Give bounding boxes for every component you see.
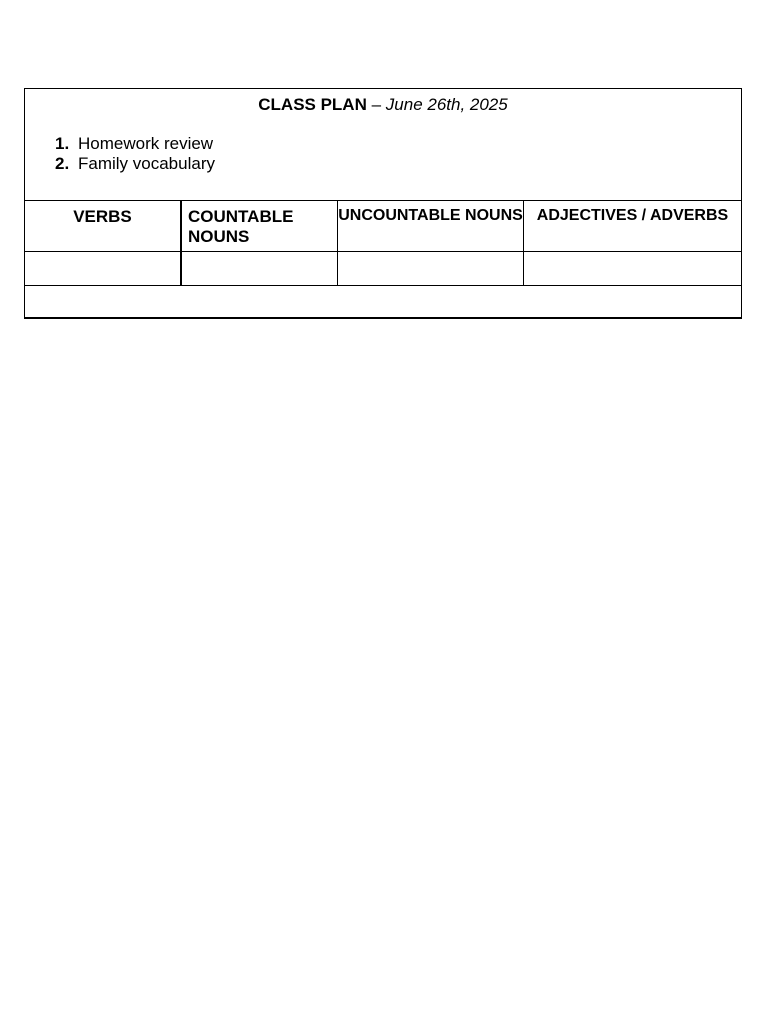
agenda-item-number: 1.	[55, 134, 70, 153]
header-uncountable-nouns: UNCOUNTABLE NOUNS	[338, 200, 524, 252]
plan-title-line	[25, 95, 741, 115]
vocabulary-grid	[25, 200, 741, 318]
agenda-item	[55, 134, 215, 154]
agenda-item-text: Family vocabulary	[78, 154, 215, 173]
cell-verbs	[25, 252, 182, 286]
notes-row	[25, 286, 741, 318]
header-adjectives-adverbs: ADJECTIVES / ADVERBS	[524, 200, 741, 252]
agenda-item-number: 2.	[55, 154, 70, 173]
header-countable-nouns: COUNTABLE NOUNS	[182, 200, 338, 252]
agenda-list	[55, 134, 215, 174]
class-plan-table	[24, 88, 742, 319]
agenda-item-text: Homework review	[78, 134, 214, 153]
cell-uncountable-nouns	[338, 252, 524, 286]
plan-date: June 26th, 2025	[385, 95, 508, 114]
cell-countable-nouns	[182, 252, 338, 286]
plan-header	[25, 89, 741, 201]
title-separator: –	[366, 95, 386, 114]
agenda-item	[55, 154, 215, 174]
cell-adjectives-adverbs	[524, 252, 741, 286]
plan-title: CLASS PLAN	[258, 95, 367, 114]
header-verbs: VERBS	[25, 200, 182, 252]
